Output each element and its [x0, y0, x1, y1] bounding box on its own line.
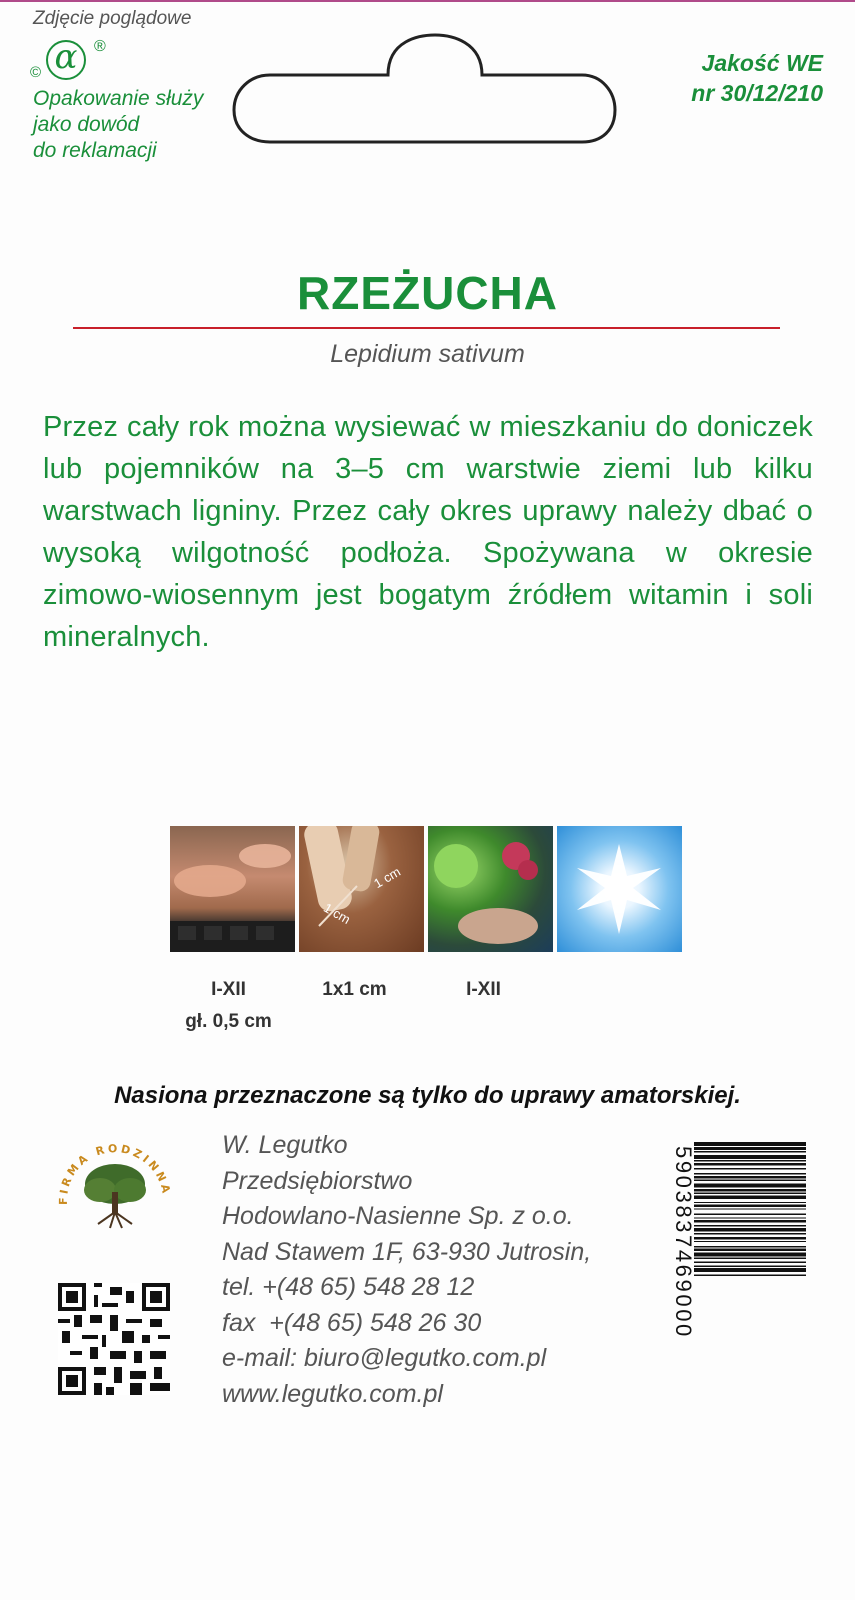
barcode-bar	[694, 1233, 806, 1234]
photo-spacing	[299, 826, 424, 952]
company-fax: fax +(48 65) 548 26 30	[222, 1308, 482, 1337]
harvest-illustration	[428, 826, 553, 952]
barcode-bar	[694, 1208, 806, 1209]
barcode-bar	[694, 1220, 806, 1223]
quality-line: nr 30/12/210	[691, 80, 823, 106]
barcode-bar	[694, 1204, 806, 1207]
barcode-bar	[694, 1202, 806, 1203]
sowing-months: I-XII	[211, 979, 246, 1000]
barcode-bar	[694, 1176, 806, 1179]
company-email: e-mail: biuro@legutko.com.pl	[222, 1344, 547, 1372]
barcode-bar	[694, 1258, 806, 1259]
photo-sowing	[170, 826, 295, 952]
claim-line: jako dowód	[33, 113, 140, 136]
family-company-logo	[50, 1132, 180, 1242]
top-border	[0, 0, 855, 2]
barcode-bar	[694, 1160, 806, 1161]
sun-icon	[557, 826, 682, 952]
company-phone: tel. +(48 65) 548 28 12	[222, 1273, 475, 1301]
barcode-bar	[694, 1237, 806, 1240]
complaint-proof-note	[33, 86, 243, 164]
copyright-symbol: ©	[30, 64, 42, 81]
amateur-use-notice: Nasiona przeznaczone są tylko do uprawy amatorskiej.	[114, 1082, 741, 1109]
registered-symbol: ®	[94, 38, 106, 55]
alpha-logo	[30, 37, 114, 84]
spacing-label: 1 cm	[371, 863, 404, 892]
family-logo-text: FIRMA RODZINNA	[56, 1142, 173, 1206]
barcode-bar	[694, 1262, 806, 1263]
claim-line: do reklamacji	[33, 139, 157, 162]
company-website: www.legutko.com.pl	[222, 1379, 443, 1408]
photo-harvest	[428, 826, 553, 952]
company-line: Przedsiębiorstwo	[222, 1166, 413, 1195]
cultivation-photos	[170, 826, 685, 952]
barcode-bar	[694, 1142, 806, 1146]
quality-standard	[691, 48, 823, 108]
sowing-depth: gł. 0,5 cm	[185, 1011, 272, 1032]
barcode-bar	[694, 1266, 806, 1267]
schedule-sowing	[166, 974, 291, 1038]
qr-code	[58, 1283, 170, 1395]
photo-sun	[557, 826, 682, 952]
company-address-line: Nad Stawem 1F, 63-930 Jutrosin,	[222, 1237, 592, 1266]
barcode-bar	[694, 1168, 806, 1169]
latin-name: Lepidium sativum	[330, 340, 525, 368]
title-divider	[73, 327, 780, 329]
claim-line: Opakowanie służy	[33, 87, 204, 110]
barcode-bar	[694, 1275, 806, 1276]
barcode-bar	[694, 1189, 806, 1192]
spacing-label: 1 cm	[321, 899, 354, 928]
barcode-bar	[694, 1249, 806, 1252]
barcode-bar	[694, 1195, 806, 1199]
schedule-spacing	[292, 974, 417, 1006]
barcode-bar	[694, 1180, 806, 1181]
barcode-digits-text: 5903837469000	[671, 1146, 696, 1339]
barcode-bar	[694, 1214, 806, 1215]
company-name: W. Legutko	[222, 1131, 348, 1159]
barcode-bar	[694, 1151, 806, 1152]
spacing-value: 1x1 cm	[322, 979, 387, 1000]
product-description: Przez cały rok można wysiewać w mieszkaniu do doniczek lub pojemników na 3–5 cm warstwie ziemi lub kilku warstwach ligniny. Przez cały okres uprawy należy dbać o wysoką wilgotność podłoża. Spożywana w okresie zimowo-wiosennym jest bogatym źródłem witamin i soli mineralnych.	[43, 411, 813, 653]
company-line: Hodowlano-Nasienne Sp. z o.o.	[222, 1202, 574, 1230]
barcode-bar	[694, 1225, 806, 1226]
barcode-bar	[694, 1253, 806, 1257]
harvest-months: I-XII	[466, 979, 501, 1000]
barcode-bar	[694, 1163, 806, 1166]
spacing-illustration	[299, 826, 424, 952]
barcode-bar	[694, 1173, 806, 1174]
hang-hole-outline	[230, 30, 625, 150]
barcode-bar	[694, 1155, 806, 1159]
barcode-bar	[694, 1268, 806, 1272]
barcode-number	[672, 1146, 696, 1404]
schedule-harvest	[421, 974, 546, 1006]
barcode-bar	[694, 1241, 806, 1242]
barcode-bar	[694, 1184, 806, 1188]
barcode-bar	[694, 1193, 806, 1194]
quality-line: Jakość WE	[701, 50, 823, 76]
barcode-bar	[694, 1228, 806, 1232]
sowing-illustration	[170, 826, 295, 952]
product-name: RZEŻUCHA	[297, 267, 558, 319]
barcode-bar	[694, 1246, 806, 1247]
barcode-bar	[694, 1147, 806, 1150]
illustrative-photo-note: Zdjęcie poglądowe	[33, 8, 192, 29]
company-address	[222, 1128, 591, 1412]
barcode-bar	[694, 1217, 806, 1218]
tree-icon	[84, 1164, 146, 1228]
alpha-letter: α	[46, 40, 86, 80]
